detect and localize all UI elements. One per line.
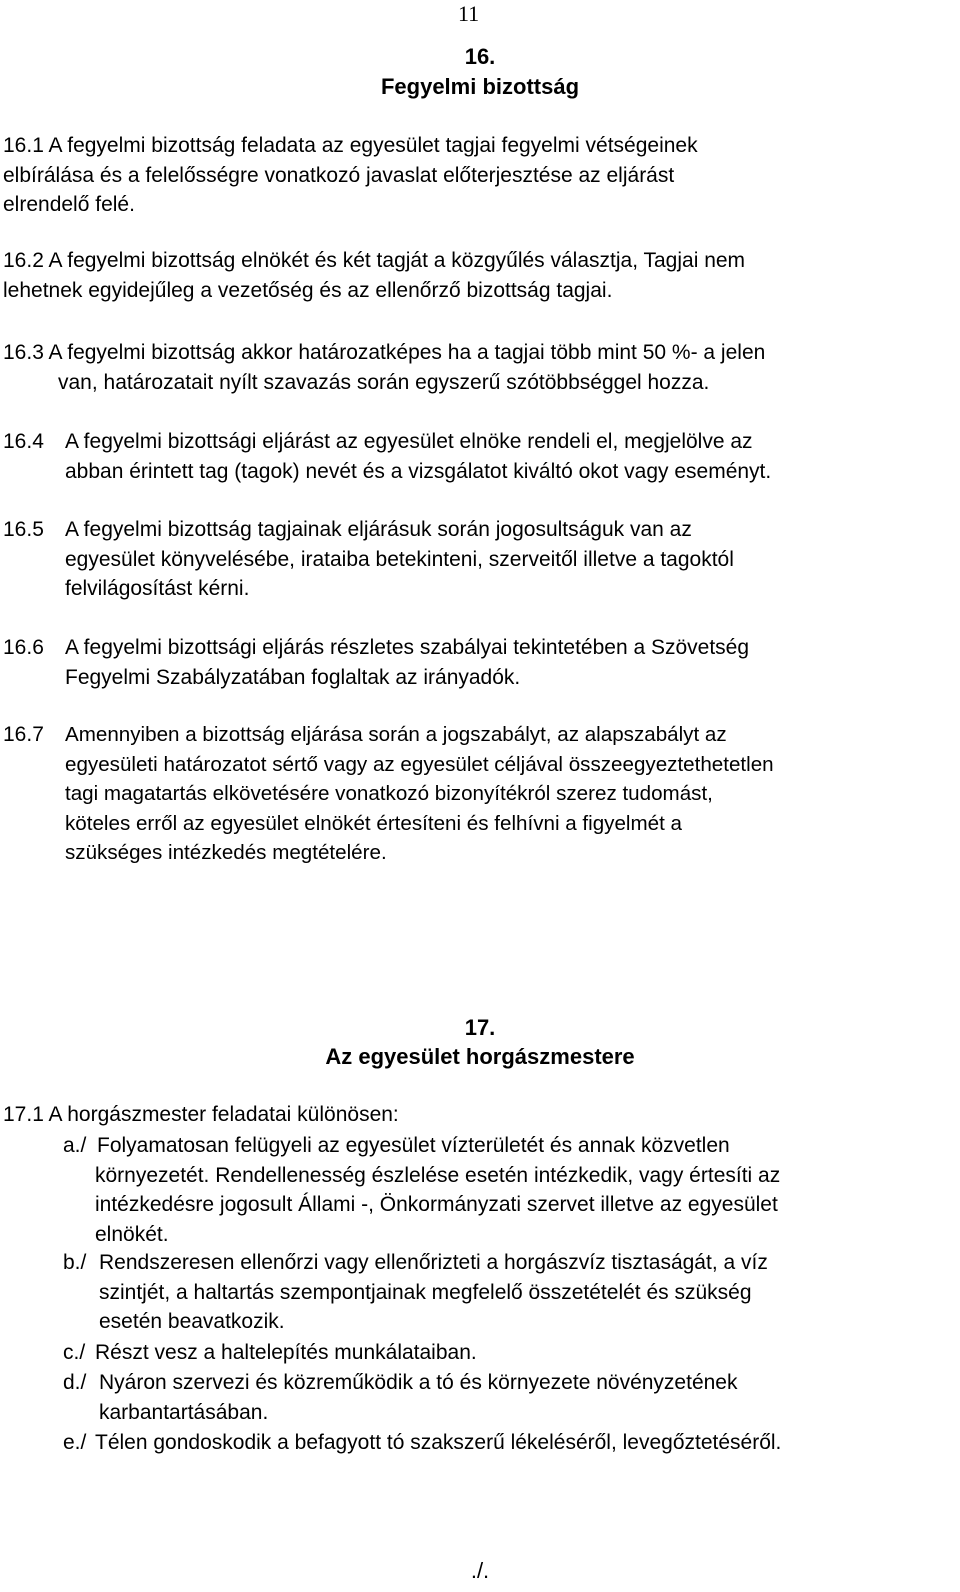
paragraph-line: A fegyelmi bizottsági eljárást az egyesület elnöke rendeli el, megjelölve az — [65, 430, 753, 453]
list-item-line: Télen gondoskodik a befagyott tó szakszerű lékeléséről, levegőztetéséről. — [95, 1431, 782, 1454]
paragraph-line: A fegyelmi bizottsági eljárás részletes szabályai tekintetében a Szövetség — [65, 636, 750, 659]
list-item-line: karbantartásában. — [99, 1400, 269, 1424]
paragraph-16-5 — [3, 515, 953, 604]
paragraph-line: egyesület könyvelésébe, irataiba betekinteni, szerveitől illetve a tagoktól — [65, 547, 734, 571]
list-item-line: Nyáron szervezi és közreműködik a tó és környezete növényzetének — [99, 1371, 738, 1394]
page-number: 11 — [458, 1, 480, 26]
list-item-c — [63, 1338, 958, 1368]
paragraph-number: 16.7 — [3, 723, 44, 746]
list-item-d — [63, 1368, 958, 1427]
paragraph-line: elbírálása és a felelősségre vonatkozó javaslat előterjesztése az eljárást — [3, 163, 675, 187]
paragraph-number: 16.5 — [3, 518, 44, 541]
section-17-title: Az egyesület horgászmestere — [325, 1044, 635, 1069]
footer-mark: ./. — [470, 1558, 490, 1583]
section-17-number: 17. — [464, 1015, 496, 1040]
list-item-label: b./ — [63, 1251, 87, 1274]
paragraph-line: 16.1 A fegyelmi bizottság feladata az egyesület tagjai fegyelmi vétségeinek — [3, 134, 698, 157]
paragraph-line: 16.3 A fegyelmi bizottság akkor határozatképes ha a tagjai több mint 50 %- a jelen — [3, 341, 766, 364]
paragraph-number: 16.4 — [3, 430, 44, 453]
paragraph-16-6 — [3, 633, 953, 692]
list-item-label: d./ — [63, 1371, 87, 1394]
paragraph-line: Fegyelmi Szabályzatában foglaltak az irányadók. — [65, 665, 521, 689]
paragraph-line: felvilágosítást kérni. — [65, 577, 250, 600]
list-item-label: a./ — [63, 1134, 87, 1157]
list-item-label: c./ — [63, 1341, 86, 1364]
list-item-line: Rendszeresen ellenőrzi vagy ellenőrizteti a horgászvíz tisztaságát, a víz — [99, 1251, 768, 1274]
paragraph-16-2 — [3, 246, 745, 305]
paragraph-line: szükséges intézkedés megtételére. — [65, 841, 387, 864]
list-item-line: esetén beavatkozik. — [99, 1310, 285, 1333]
list-item-line: szintjét, a haltartás szempontjainak megfelelő összetételét és szükség — [99, 1280, 752, 1304]
paragraph-line: köteles erről az egyesület elnökét értesíteni és felhívni a figyelmét a — [65, 811, 682, 835]
paragraph-16-1 — [3, 131, 698, 220]
list-item-line: környezetét. Rendellenesség észlelése esetén intézkedik, vagy értesíti az — [95, 1163, 781, 1187]
paragraph-line: abban érintett tag (tagok) nevét és a vizsgálatot kiváltó okot vagy eseményt. — [65, 459, 772, 483]
paragraph-16-4 — [3, 427, 953, 486]
paragraph-number: 16.6 — [3, 636, 44, 659]
list-item-label: e./ — [63, 1431, 87, 1454]
paragraph-16-7 — [3, 720, 958, 868]
section-16-number: 16. — [464, 44, 496, 69]
paragraph-16-3 — [3, 338, 765, 397]
paragraph-line: van, határozatait nyílt szavazás során egyszerű szótöbbséggel hozza. — [58, 370, 710, 394]
intro-line: 17.1 A horgászmester feladatai különösen: — [3, 1103, 399, 1126]
paragraph-line: lehetnek egyidejűleg a vezetőség és az ellenőrző bizottság tagjai. — [3, 278, 613, 302]
list-item-line: elnökét. — [95, 1222, 169, 1246]
paragraph-line: 16.2 A fegyelmi bizottság elnökét és két tagját a közgyűlés választja, Tagjai nem — [3, 249, 746, 272]
list-item-e — [63, 1428, 958, 1458]
paragraph-line: tagi magatartás elkövetésére vonatkozó bizonyítékról szerez tudomást, — [65, 782, 713, 805]
paragraph-line: egyesületi határozatot sértő vagy az egyesület céljával összeegyeztethetetlen — [65, 752, 774, 776]
list-item-b — [63, 1248, 958, 1337]
paragraph-line: Amennyiben a bizottság eljárása során a jogszabályt, az alapszabályt az — [65, 723, 727, 746]
list-item-line: Folyamatosan felügyeli az egyesület vízterületét és annak közvetlen — [97, 1134, 730, 1157]
section-16-title: Fegyelmi bizottság — [380, 74, 580, 99]
paragraph-line: elrendelő felé. — [3, 193, 135, 216]
list-item-line: Részt vesz a haltelepítés munkálataiban. — [95, 1341, 477, 1364]
paragraph-line: A fegyelmi bizottság tagjainak eljárásuk során jogosultságuk van az — [65, 518, 692, 541]
list-item-a — [63, 1131, 958, 1249]
list-item-line: intézkedésre jogosult Állami -, Önkormányzati szervet illetve az egyesület — [95, 1193, 778, 1216]
section-17-intro — [3, 1100, 399, 1130]
